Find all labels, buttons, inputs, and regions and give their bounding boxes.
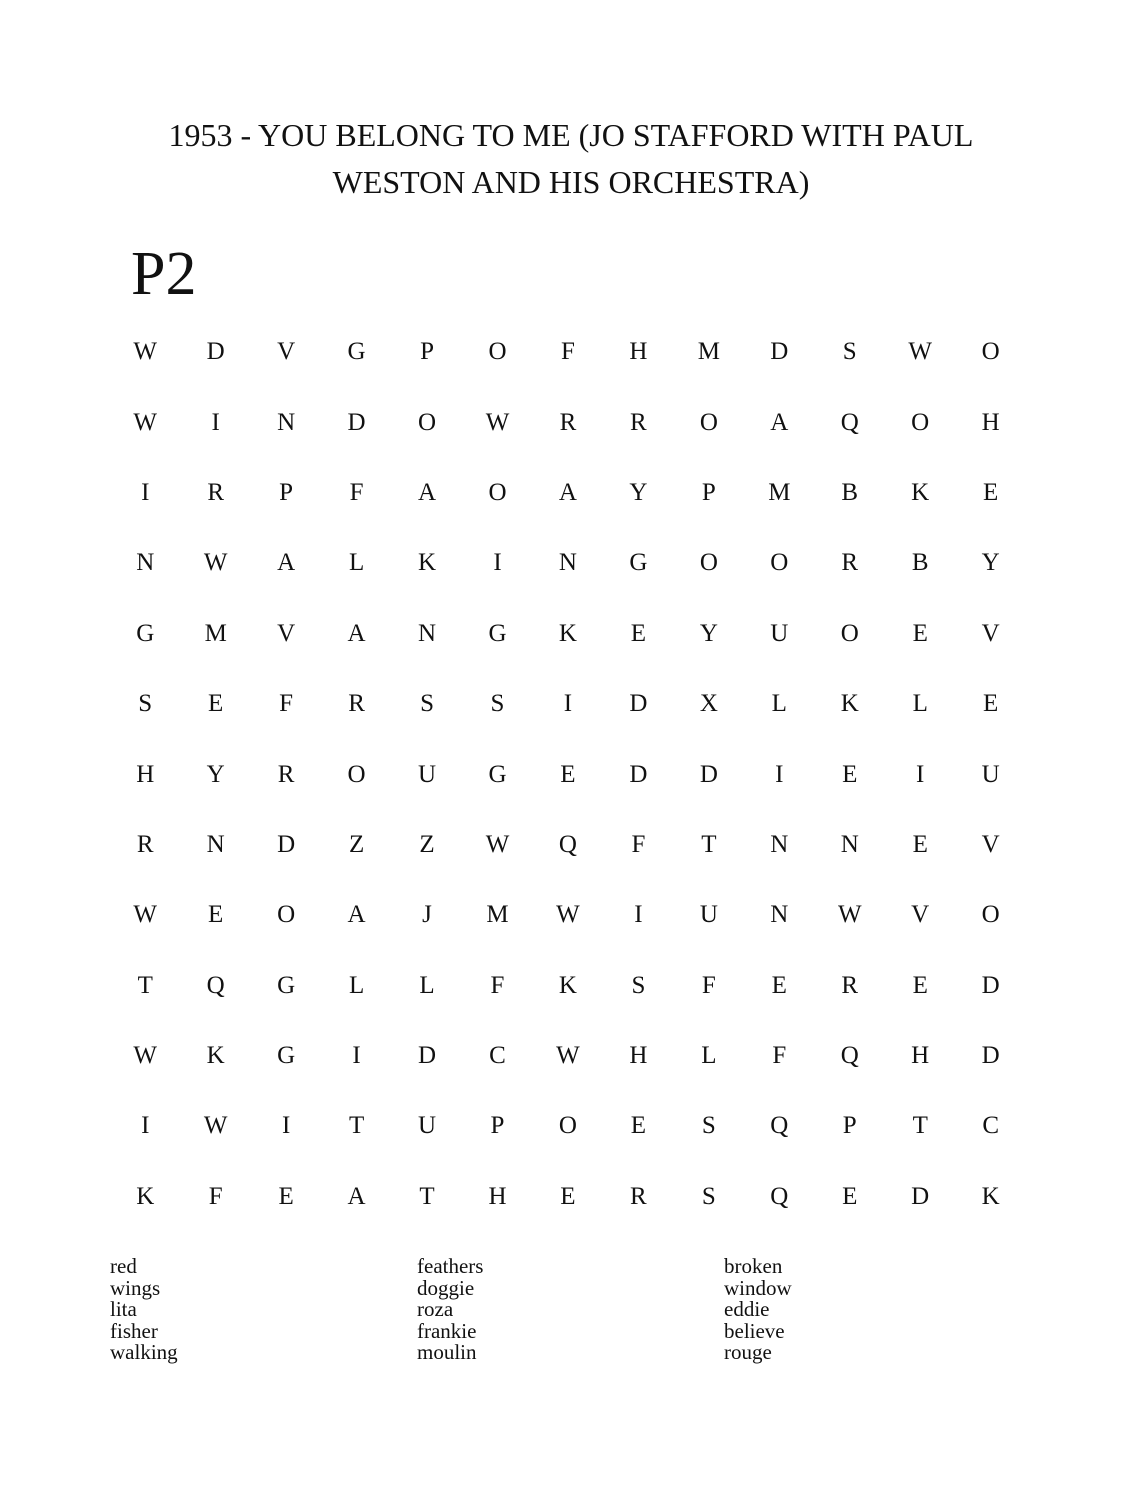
grid-letter: E [630, 1112, 647, 1140]
word-list-column-1 [110, 1256, 178, 1364]
grid-letter: R [348, 690, 365, 718]
grid-letter: K [911, 478, 930, 506]
grid-letter: V [911, 901, 930, 929]
grid-letter: C [489, 1042, 506, 1070]
grid-letter: H [629, 338, 648, 366]
grid-letter: Q [206, 971, 225, 999]
grid-letter: V [981, 619, 1000, 647]
grid-row [110, 458, 1026, 528]
grid-letter: A [418, 478, 437, 506]
grid-letter: S [420, 690, 434, 718]
grid-row [110, 739, 1026, 809]
grid-letter: N [558, 549, 577, 577]
grid-letter: U [418, 1112, 437, 1140]
word-list-item: walking [110, 1340, 178, 1365]
grid-letter: W [837, 901, 862, 929]
grid-letter: U [981, 760, 1000, 788]
grid-letter: N [770, 830, 789, 858]
grid-letter: T [137, 971, 153, 999]
grid-letter: F [560, 338, 575, 366]
grid-letter: N [840, 830, 859, 858]
grid-letter: B [911, 549, 929, 577]
grid-letter: G [347, 338, 366, 366]
grid-letter: T [419, 1182, 435, 1210]
grid-letter: D [770, 338, 789, 366]
grid-letter: G [277, 1042, 296, 1070]
grid-letter: F [631, 830, 646, 858]
grid-letter: U [418, 760, 437, 788]
grid-letter: O [770, 549, 789, 577]
grid-letter: H [488, 1182, 507, 1210]
grid-letter: I [211, 408, 220, 436]
grid-letter: N [418, 619, 437, 647]
grid-letter: R [630, 1182, 647, 1210]
grid-letter: E [278, 1182, 294, 1210]
grid-letter: G [488, 619, 507, 647]
grid-letter: W [133, 338, 158, 366]
grid-letter: O [981, 338, 1000, 366]
grid-letter: W [485, 408, 510, 436]
grid-letter: F [349, 478, 364, 506]
grid-letter: I [141, 1112, 150, 1140]
word-list-item: broken [724, 1254, 783, 1278]
grid-letter: P [490, 1112, 505, 1140]
grid-letter: Z [419, 830, 435, 858]
grid-letter: I [563, 690, 573, 718]
word-list-item: wings [110, 1275, 161, 1300]
grid-letter: R [841, 971, 859, 999]
grid-letter: F [772, 1042, 787, 1070]
grid-letter: W [556, 1042, 580, 1070]
grid-letter: A [277, 549, 296, 577]
grid-row [110, 599, 1026, 669]
grid-letter: D [206, 338, 225, 366]
grid-letter: A [347, 901, 366, 929]
page-title: 1953 - YOU BELONG TO ME (JO STAFFORD WITH PAUL WESTON AND HIS ORCHESTRA) [168, 117, 974, 200]
grid-letter: O [911, 408, 930, 436]
letter-grid [110, 317, 1026, 1232]
grid-letter: Y [206, 760, 225, 788]
grid-letter: H [629, 1042, 648, 1070]
grid-letter: D [981, 1042, 1000, 1070]
grid-letter: E [560, 760, 576, 788]
grid-letter: U [770, 619, 789, 647]
grid-letter: F [208, 1182, 223, 1210]
grid-letter: K [840, 690, 859, 718]
word-list-item: eddie [724, 1297, 770, 1322]
grid-letter: E [983, 478, 999, 506]
grid-row [110, 880, 1026, 950]
grid-letter: E [560, 1182, 576, 1210]
grid-letter: M [486, 901, 509, 929]
grid-letter: O [488, 338, 507, 366]
grid-letter: L [419, 971, 435, 999]
grid-letter: E [630, 619, 647, 647]
grid-letter: K [136, 1182, 155, 1210]
word-list-item: frankie [417, 1318, 477, 1343]
grid-letter: G [629, 549, 648, 577]
grid-letter: N [136, 549, 155, 577]
grid-letter: A [347, 619, 366, 647]
grid-letter: S [701, 1182, 716, 1210]
grid-letter: P [279, 478, 294, 506]
grid-letter: O [840, 619, 859, 647]
grid-letter: N [206, 830, 225, 858]
grid-letter: D [347, 408, 366, 436]
grid-letter: I [493, 549, 502, 577]
grid-letter: G [136, 619, 155, 647]
word-list-column-3 [724, 1256, 792, 1364]
grid-letter: L [771, 690, 787, 718]
grid-letter: R [841, 549, 859, 577]
grid-row [110, 1162, 1026, 1232]
grid-letter: O [488, 478, 507, 506]
grid-letter: E [842, 1182, 858, 1210]
grid-row [110, 1091, 1026, 1161]
grid-letter: O [277, 901, 296, 929]
grid-letter: Q [840, 1042, 859, 1070]
grid-row [110, 1021, 1026, 1091]
grid-letter: J [422, 901, 432, 929]
grid-letter: O [347, 760, 366, 788]
word-list-item: feathers [417, 1254, 484, 1278]
grid-letter: G [488, 760, 507, 788]
grid-letter: C [982, 1112, 999, 1140]
puzzle-id: P2 [131, 240, 197, 308]
grid-row [110, 317, 1026, 387]
grid-letter: W [133, 408, 158, 436]
grid-letter: K [206, 1042, 225, 1070]
word-list-item: moulin [417, 1340, 477, 1365]
grid-letter: Y [981, 549, 1000, 577]
word-list-item: roza [417, 1297, 454, 1322]
grid-letter: Q [840, 408, 859, 436]
grid-letter: O [558, 1112, 577, 1140]
grid-letter: R [559, 408, 577, 436]
grid-letter: G [277, 971, 296, 999]
grid-letter: Q [558, 830, 577, 858]
word-list-item: fisher [110, 1318, 158, 1343]
grid-row [110, 528, 1026, 598]
grid-letter: R [207, 478, 225, 506]
grid-letter: K [981, 1182, 1000, 1210]
grid-letter: N [277, 408, 296, 436]
grid-letter: W [908, 338, 933, 366]
grid-letter: T [912, 1112, 928, 1140]
grid-letter: K [418, 549, 437, 577]
grid-letter: V [981, 830, 1000, 858]
word-list-item: lita [110, 1297, 137, 1322]
grid-letter: E [912, 971, 928, 999]
grid-letter: Z [348, 830, 365, 858]
grid-letter: D [629, 760, 648, 788]
grid-letter: I [775, 760, 784, 788]
grid-letter: E [912, 830, 928, 858]
word-list-column-2 [417, 1256, 483, 1364]
grid-letter: O [418, 408, 437, 436]
grid-letter: Q [770, 1112, 789, 1140]
grid-letter: O [699, 549, 718, 577]
grid-letter: S [842, 338, 857, 366]
grid-letter: I [352, 1042, 361, 1070]
grid-letter: I [634, 901, 643, 929]
grid-letter: M [697, 338, 720, 366]
grid-letter: H [981, 408, 1000, 436]
grid-letter: D [277, 830, 296, 858]
grid-letter: X [699, 690, 718, 718]
grid-letter: I [141, 478, 150, 506]
grid-row [110, 669, 1026, 739]
grid-letter: D [911, 1182, 930, 1210]
grid-letter: P [842, 1112, 857, 1140]
grid-letter: S [490, 690, 505, 718]
grid-letter: O [699, 408, 718, 436]
grid-letter: D [418, 1042, 437, 1070]
grid-row [110, 951, 1026, 1021]
word-list-item: rouge [724, 1340, 772, 1365]
word-list-item: window [724, 1275, 792, 1300]
grid-letter: Y [699, 619, 718, 647]
grid-letter: F [490, 971, 505, 999]
grid-letter: B [841, 478, 859, 506]
grid-letter: E [771, 971, 787, 999]
grid-letter: K [558, 971, 577, 999]
grid-letter: A [347, 1182, 366, 1210]
word-list-item: red [110, 1254, 137, 1278]
grid-letter: F [279, 690, 294, 718]
grid-letter: L [912, 690, 928, 718]
grid-letter: P [701, 478, 716, 506]
grid-letter: S [631, 971, 646, 999]
grid-letter: M [204, 619, 227, 647]
grid-letter: E [208, 901, 224, 929]
grid-letter: E [208, 690, 224, 718]
grid-letter: V [277, 338, 296, 366]
grid-letter: A [770, 408, 789, 436]
grid-row [110, 810, 1026, 880]
word-list-item: believe [724, 1318, 785, 1343]
grid-letter: E [912, 619, 928, 647]
grid-letter: H [911, 1042, 930, 1070]
grid-letter: R [277, 760, 295, 788]
grid-letter: M [768, 478, 791, 506]
grid-letter: I [281, 1112, 291, 1140]
word-list-item: doggie [417, 1275, 475, 1300]
grid-letter: S [701, 1112, 716, 1140]
grid-letter: Y [629, 478, 648, 506]
grid-letter: Q [770, 1182, 789, 1210]
grid-letter: I [916, 760, 925, 788]
grid-letter: W [203, 1112, 228, 1140]
grid-letter: U [699, 901, 718, 929]
grid-letter: T [348, 1112, 365, 1140]
grid-letter: H [136, 760, 155, 788]
grid-letter: P [420, 338, 434, 366]
grid-letter: L [348, 971, 365, 999]
grid-letter: R [630, 408, 647, 436]
grid-letter: D [981, 971, 1000, 999]
grid-letter: W [133, 1042, 158, 1070]
grid-letter: S [138, 690, 153, 718]
grid-letter: L [701, 1042, 717, 1070]
grid-letter: D [629, 690, 648, 718]
grid-letter: A [558, 478, 577, 506]
grid-letter: O [981, 901, 1000, 929]
grid-letter: W [203, 549, 228, 577]
grid-letter: T [701, 830, 717, 858]
grid-letter: W [485, 830, 510, 858]
grid-letter: N [770, 901, 789, 929]
grid-letter: R [136, 830, 154, 858]
grid-letter: W [556, 901, 580, 929]
grid-letter: F [701, 971, 716, 999]
grid-row [110, 387, 1026, 457]
grid-letter: E [983, 690, 999, 718]
grid-letter: E [842, 760, 858, 788]
grid-letter: V [277, 619, 296, 647]
grid-letter: K [558, 619, 577, 647]
grid-letter: L [348, 549, 365, 577]
grid-letter: W [133, 901, 158, 929]
grid-letter: D [699, 760, 718, 788]
